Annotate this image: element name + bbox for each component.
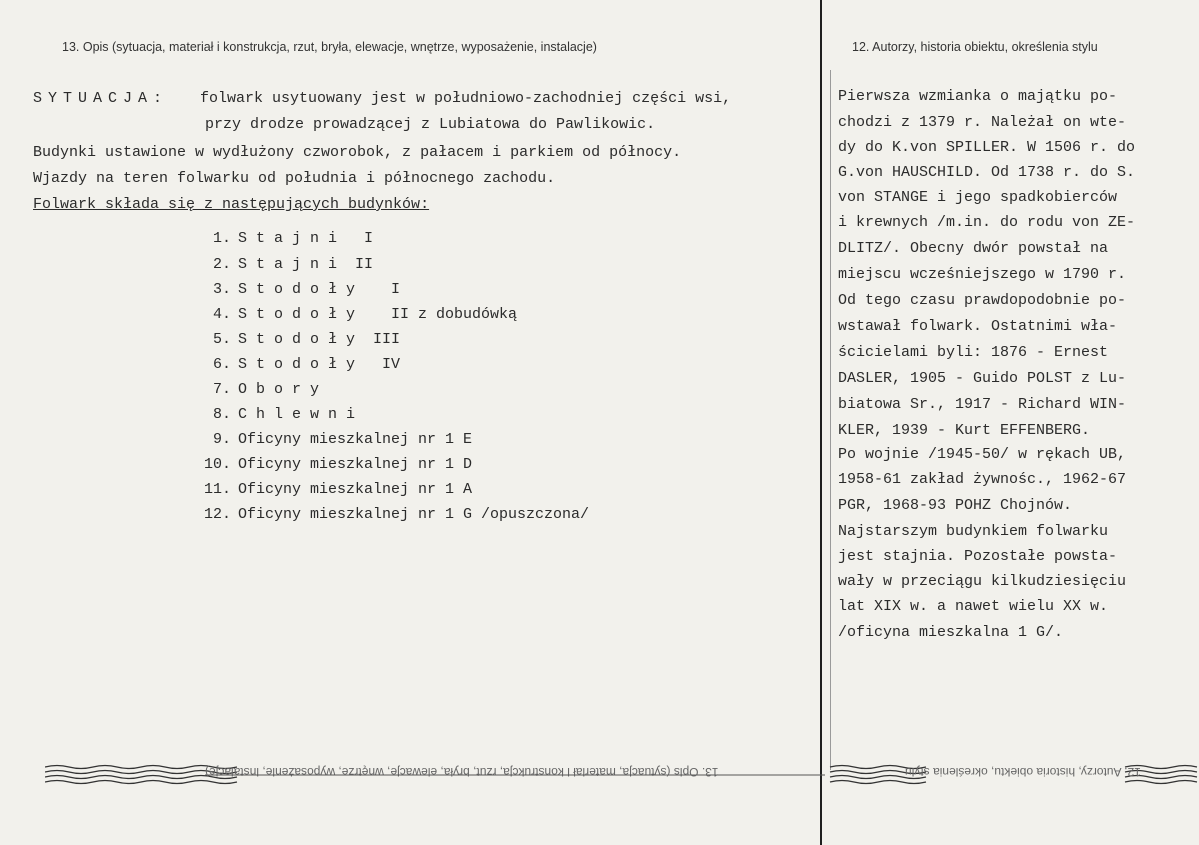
list-item: S t o d o ł y I <box>238 281 401 298</box>
list-number: 2. <box>212 256 231 273</box>
list-number: 10. <box>203 456 231 473</box>
history-line: dy do K.von SPILLER. W 1506 r. do <box>838 139 1136 156</box>
list-number: 8. <box>212 406 231 423</box>
list-number: 1. <box>212 230 231 247</box>
list-number: 5. <box>212 331 231 348</box>
list-number: 7. <box>212 381 231 398</box>
list-number: 4. <box>212 306 231 323</box>
column-divider <box>820 0 822 845</box>
list-number: 3. <box>212 281 231 298</box>
description-line-1: folwark usytuowany jest w południowo-zachodniej części wsi, <box>200 90 732 107</box>
history-line: ścicielami byli: 1876 - Ernest <box>838 344 1109 361</box>
history-line: Najstarszym budynkiem folwarku <box>838 523 1109 540</box>
history-line: Po wojnie /1945-50/ w rękach UB, <box>838 446 1127 463</box>
history-line: von STANGE i jego spadkobierców <box>838 189 1118 206</box>
list-item: C h l e w n i <box>238 406 356 423</box>
history-line: lat XIX w. a nawet wielu XX w. <box>838 598 1109 615</box>
list-item: O b o r y <box>238 381 320 398</box>
column-divider-faint <box>830 70 831 770</box>
history-line: chodzi z 1379 r. Należał on wte- <box>838 114 1127 131</box>
history-line: DLITZ/. Obecny dwór powstał na <box>838 240 1109 257</box>
history-line: miejscu wcześniejszego w 1790 r. <box>838 266 1127 283</box>
section-13-header: 13. Opis (sytuacja, materiał i konstrukcja, rzut, bryła, elewacje, wnętrze, wyposażenie, instalacje) <box>62 40 597 54</box>
list-item: Oficyny mieszkalnej nr 1 D <box>238 456 473 473</box>
list-number: 12. <box>203 506 231 523</box>
list-item: S t o d o ł y III <box>238 331 401 348</box>
history-line: DASLER, 1905 - Guido POLST z Lu- <box>838 370 1127 387</box>
history-line: KLER, 1939 - Kurt EFFENBERG. <box>838 422 1091 439</box>
description-line-4: Wjazdy na teren folwarku od południa i północnego zachodu. <box>33 170 556 187</box>
list-number: 6. <box>212 356 231 373</box>
description-line-2: przy drodze prowadzącej z Lubiatowa do Pawlikowic. <box>205 116 656 133</box>
history-line: wstawał folwark. Ostatnimi wła- <box>838 318 1118 335</box>
mirrored-section-12-header: 12. Autorzy, historia obiektu, określenia stylu <box>905 765 1141 779</box>
mirrored-section-13-header: 13. Opis (sytuacja, materiał i konstrukcja, rzut, bryła, elewacje, wnętrze, wyposażenie, instalacje) <box>205 765 719 779</box>
list-item: Oficyny mieszkalnej nr 1 E <box>238 431 473 448</box>
list-number: 9. <box>212 431 231 448</box>
buildings-heading: Folwark składa się z następujących budynków: <box>33 196 430 213</box>
history-line: i krewnych /m.in. do rodu von ZE- <box>838 214 1136 231</box>
situation-label: SYTUACJA: <box>33 90 169 107</box>
history-line: Od tego czasu prawdopodobnie po- <box>838 292 1127 309</box>
history-line: /oficyna mieszkalna 1 G/. <box>838 624 1064 641</box>
history-line: PGR, 1968-93 POHZ Chojnów. <box>838 497 1073 514</box>
history-line: biatowa Sr., 1917 - Richard WIN- <box>838 396 1127 413</box>
list-number: 11. <box>203 481 231 498</box>
list-item: Oficyny mieszkalnej nr 1 A <box>238 481 473 498</box>
list-item: S t o d o ł y II z dobudówką <box>238 306 518 323</box>
list-item: S t a j n i I <box>238 230 374 247</box>
list-item: S t a j n i II <box>238 256 374 273</box>
section-12-header: 12. Autorzy, historia obiektu, określenia stylu <box>852 40 1098 54</box>
description-line-3: Budynki ustawione w wydłużony czworobok, z pałacem i parkiem od północy. <box>33 144 682 161</box>
history-line: 1958-61 zakład żywnośc., 1962-67 <box>838 471 1127 488</box>
history-line: Pierwsza wzmianka o majątku po- <box>838 88 1118 105</box>
history-line: wały w przeciągu kilkudziesięciu <box>838 573 1127 590</box>
history-line: G.von HAUSCHILD. Od 1738 r. do S. <box>838 164 1136 181</box>
list-item: Oficyny mieszkalnej nr 1 G /opuszczona/ <box>238 506 590 523</box>
history-line: jest stajnia. Pozostałe powsta- <box>838 548 1118 565</box>
list-item: S t o d o ł y IV <box>238 356 401 373</box>
